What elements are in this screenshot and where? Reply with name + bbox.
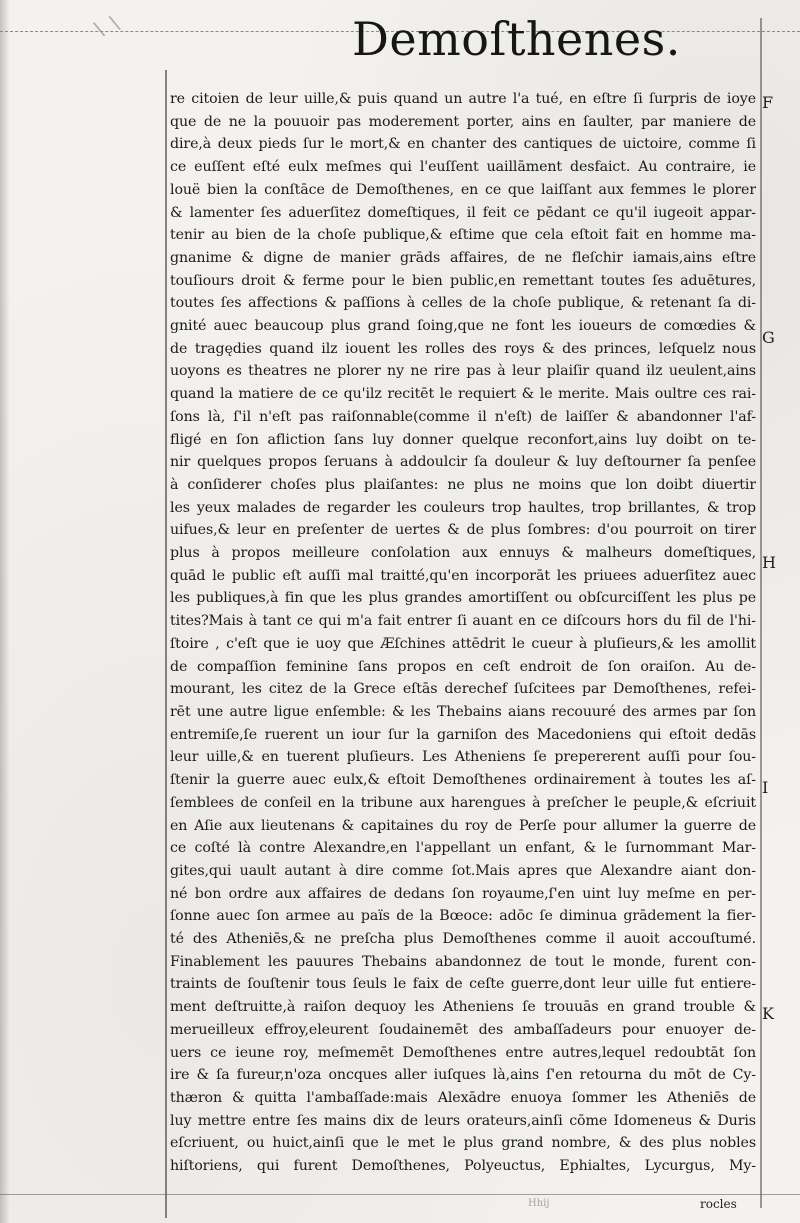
text-line: ce euſſent eſté eulx meſmes qui l'euſſent uaillāment desfaict. Au contraire, ie — [170, 159, 756, 176]
text-line: dire,à deux pieds ſur le mort,& en chanter des cantiques de uictoire, comme ſi — [170, 136, 756, 153]
text-line: ment deſtruitte,à raiſon dequoy les Atheniens ſe trouuās en grand trouble & — [170, 999, 756, 1016]
text-line: ſtenir la guerre auec eulx,& eſtoit Demoſthenes ordinairement à toutes les aſ- — [170, 772, 756, 789]
text-line: gites,qui uault autant à dire comme ſot.Mais apres que Alexandre aiant don- — [170, 862, 756, 879]
text-line: en Aſie aux lieutenans & capitaines du roy de Perſe pour allumer la guerre de — [170, 817, 756, 834]
margin-letter-f: F — [762, 93, 774, 112]
right-column-rule — [760, 18, 762, 1208]
text-line: les yeux malades de regarder les couleurs trop haultes, trop brillantes, & trop — [170, 499, 756, 516]
margin-letter-i: I — [762, 778, 769, 797]
margin-ticks: ∖∖ — [87, 8, 128, 44]
text-line: à conſiderer choſes plus plaiſantes: ne plus ne moins que lon doibt diuertir — [170, 476, 756, 493]
text-line: hiſtoriens, qui furent Demoſthenes, Polyeuctus, Ephialtes, Lycurgus, My- — [170, 1158, 756, 1175]
text-line: gnanime & digne de manier grāds affaires, de ne fleſchir iamais,ains eſtre — [170, 249, 756, 266]
text-line: que de ne la pouuoir pas moderement porter, ains en ſaulter, par maniere de — [170, 113, 756, 130]
text-line: ſonne auec ſon armee au païs de la Bœoce: adōc ſe diminua grādement la fier- — [170, 908, 756, 925]
body-text — [170, 88, 756, 1178]
text-line: traints de ſouſtenir tous ſeuls le faix de ceſte guerre,dont leur uille fut entiere- — [170, 976, 756, 993]
text-line: thæron & quitta l'ambaſſade:mais Alexādre enuoya ſommer les Atheniēs de — [170, 1089, 756, 1106]
text-line: ſemblees de conſeil en la tribune aux harengues à preſcher le peuple,& eſcriuit — [170, 794, 756, 811]
text-line: uifues,& leur en preſenter de uertes & de plus ſombres: d'ou pourroit on tirer — [170, 522, 756, 539]
bottom-rule — [0, 1194, 800, 1195]
text-line: de compaſſion feminine ſans propos en ceſt endroit de ſon oraiſon. Au de- — [170, 658, 756, 675]
text-line: les publiques,à fin que les plus grandes amortiſſent ou obſcurciſſent les plus pe — [170, 590, 756, 607]
faint-page-mark: Hhij — [528, 1198, 550, 1209]
text-line: eſcriuent, ou huict,ainſi que le met le plus grand nombre, & des plus nobles — [170, 1135, 756, 1152]
text-line: Finablement les pauures Thebains abandonnez de tout le monde, furent con- — [170, 953, 756, 970]
text-line: leur uille,& en tuerent pluſieurs. Les Atheniens ſe prepererent auſſi pour ſou- — [170, 749, 756, 766]
text-line: né bon ordre aux affaires de dedans ſon royaume,ſ'en uint luy meſme en per- — [170, 885, 756, 902]
text-line: ire & ſa fureur,n'oza oncques aller iuſques là,ains ſ'en retourna du mōt de Cy- — [170, 1067, 756, 1084]
catchword: rocles — [700, 1197, 737, 1211]
text-line: entremiſe,ſe ruerent un iour ſur la garniſon des Macedoniens qui eſtoit dedās — [170, 726, 756, 743]
text-line: nir quelques propos ſeruans à addoulcir ſa douleur & luy deſtourner ſa penſee — [170, 454, 756, 471]
text-line: re citoien de leur uille,& puis quand un autre l'a tué, en eſtre ſi ſurpris de ioye — [170, 91, 756, 107]
text-line: & lamenter ſes aduerſitez domeſtiques, il feit ce pēdant ce qu'il iugeoit appar- — [170, 204, 756, 221]
text-line: rēt une autre ligue enſemble: & les Thebains aians recouuré des armes par ſon — [170, 703, 756, 720]
text-line: gnité auec beaucoup plus grand ſoing,que ne font les ioueurs de comœdies & — [170, 318, 756, 335]
page-title: Demoſthenes. — [352, 12, 681, 66]
text-line: plus à propos meilleure conſolation aux ennuys & malheurs domeſtiques, — [170, 545, 756, 562]
text-line: louë bien la conſtāce de Demoſthenes, en ce que laiſſant aux femmes le plorer — [170, 181, 756, 198]
text-line: ce coſté là contre Alexandre,en l'appellant un enfant, & le ſurnommant Mar- — [170, 840, 756, 857]
text-line: touſiours droit & ferme pour le bien public,en remettant toutes ſes aduētures, — [170, 272, 756, 289]
text-line: quand la matiere de ce qu'ilz recitēt le requiert & le merite. Mais oultre ces rai- — [170, 386, 756, 403]
text-line: fligé en ſon afliction ſans luy donner quelque reconfort,ains luy doibt on te- — [170, 431, 756, 448]
text-line: uers ce ieune roy, meſmemēt Demoſthenes entre autres,lequel redoubtāt ſon — [170, 1044, 756, 1061]
text-line: de tragędies quand ilz iouent les rolles des roys & des princes, leſquelz nous — [170, 340, 756, 357]
margin-letter-h: H — [762, 553, 776, 572]
margin-letter-g: G — [762, 328, 775, 347]
left-column-rule — [165, 70, 167, 1218]
text-line: luy mettre entre ſes mains dix de leurs orateurs,ainſi cōme Idomeneus & Duris — [170, 1112, 756, 1129]
text-line: uoyons es theatres ne plorer ny ne rire pas à leur plaiſir quand ilz ueulent,ains — [170, 363, 756, 380]
text-line: quād le public eſt auſſi mal traitté,qu'en incorporāt les priuees aduerſitez auec — [170, 567, 756, 584]
text-line: ſtoire , c'eſt que ie uoy que Æſchines attēdrit le cueur à pluſieurs,& les amollit — [170, 635, 756, 652]
text-line: mourant, les citez de la Grece eſtās derechef ſuſcitees par Demoſthenes, refei- — [170, 681, 756, 698]
text-line: té des Atheniēs,& ne preſcha plus Demoſthenes comme il auoit accouſtumé. — [170, 931, 756, 948]
margin-letter-k: K — [762, 1004, 774, 1023]
text-line: tites?Mais à tant ce qui m'a fait entrer ſi auant en ce diſcours hors du fil de l'hi- — [170, 613, 756, 630]
gutter-shadow — [0, 0, 10, 1223]
text-line: toutes ſes affections & paſſions à celles de la choſe publique, & retenant ſa di- — [170, 295, 756, 312]
text-line: ſons là, ſ'il n'eſt pas raiſonnable(comme il n'eſt) de laiſſer & abandonner l'af- — [170, 408, 756, 425]
text-line: merueilleux effroy,eleurent ſoudainemēt des ambaſſadeurs pour enuoyer de- — [170, 1021, 756, 1038]
text-line: tenir au bien de la choſe publique,& eſtime que cela eſtoit fait en homme ma- — [170, 227, 756, 244]
